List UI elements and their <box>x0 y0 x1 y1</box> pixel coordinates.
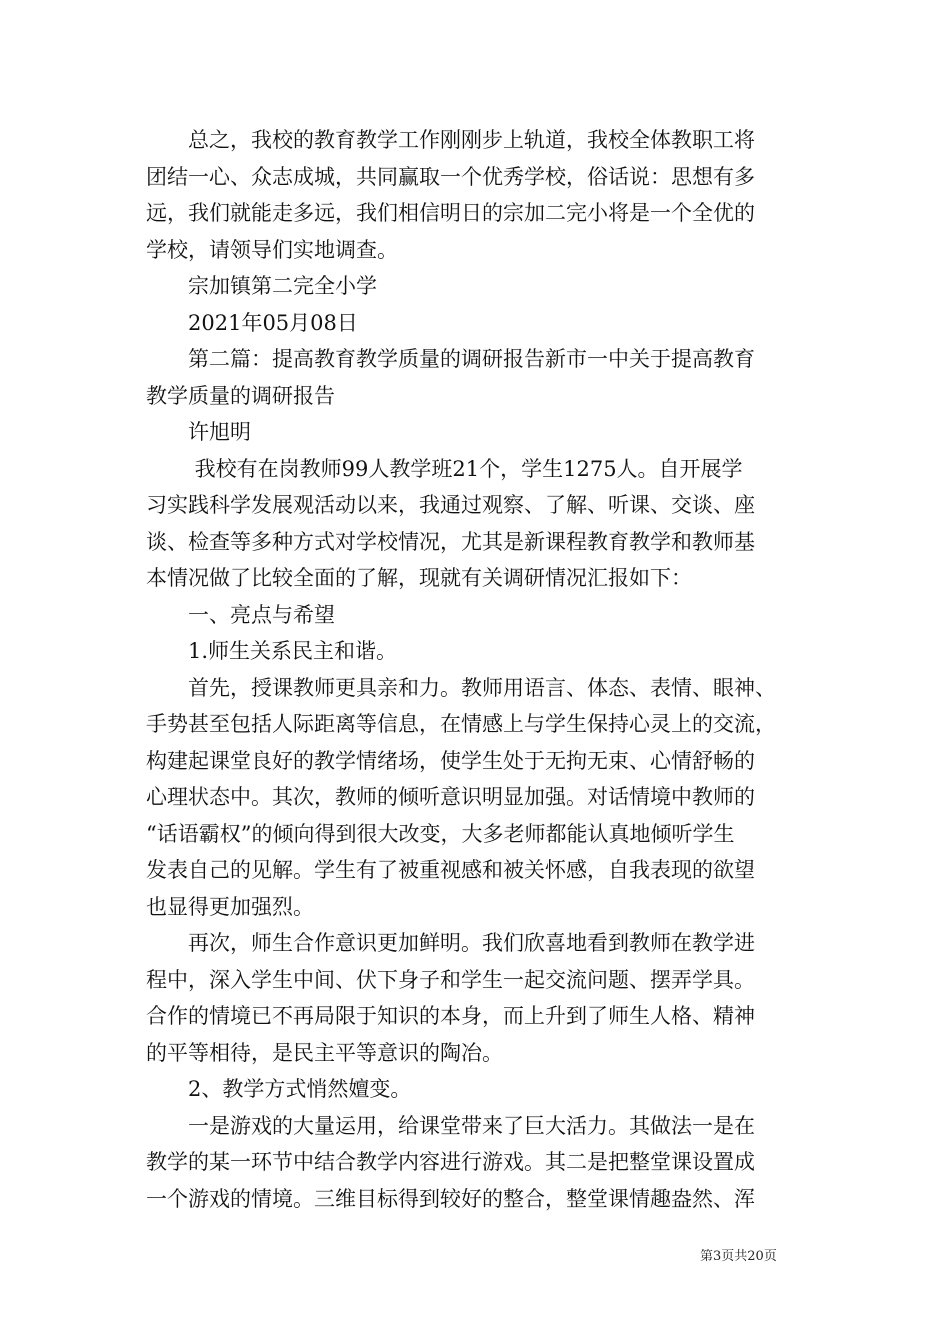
text-line: 宗加镇第二完全小学 <box>146 274 377 298</box>
text-line: 教学的某一环节中结合教学内容进行游戏。其二是把整堂课设置成 <box>146 1150 755 1174</box>
text-line: 2、教学方式悄然嬗变。 <box>146 1077 412 1101</box>
text-line: 习实践科学发展观活动以来，我通过观察、了解、听课、交谈、座 <box>146 493 755 517</box>
text-line: 的平等相待，是民主平等意识的陶冶。 <box>146 1040 503 1065</box>
text-line: 一是游戏的大量运用，给课堂带来了巨大活力。其做法一是在 <box>146 1113 755 1138</box>
text-line: 程中，深入学生中间、伏下身子和学生一起交流问题、摆弄学具。 <box>146 967 755 992</box>
text-line: 再次，师生合作意识更加鲜明。我们欣喜地看到教师在教学进 <box>146 931 755 955</box>
text-line: 首先，授课教师更具亲和力。教师用语言、体态、表情、眼神、 <box>146 675 776 700</box>
text-line: 一个游戏的情境。三维目标得到较好的整合，整堂课情趣盎然、浑 <box>146 1186 755 1211</box>
text-line: 1.师生关系民主和谐。 <box>146 639 398 663</box>
text-line: 远，我们就能走多远，我们相信明日的宗加二完小将是一个全优的 <box>146 201 755 225</box>
text-line: 2021年05月08日 <box>146 310 358 335</box>
text-line: 教学质量的调研报告 <box>146 383 335 408</box>
text-line: 心理状态中。其次，教师的倾听意识明显加强。对话情境中教师的 <box>146 785 755 809</box>
text-line: 一、亮点与希望 <box>146 602 335 627</box>
text-line: 也显得更加强烈。 <box>146 894 314 919</box>
text-line: 本情况做了比较全面的了解，现就有关调研情况汇报如下： <box>146 566 692 590</box>
page-footer: 第3页共20页 <box>700 1249 777 1264</box>
text-line: “话语霸权”的倾向得到很大改变，大多老师都能认真地倾听学生 <box>146 821 735 846</box>
text-line: 发表自己的见解。学生有了被重视感和被关怀感，自我表现的欲望 <box>146 858 755 882</box>
text-line: 许旭明 <box>146 420 251 444</box>
text-line: 学校，请领导们实地调查。 <box>146 237 398 262</box>
text-line: 合作的情境已不再局限于知识的本身，而上升到了师生人格、精神 <box>146 1004 755 1028</box>
text-line: 我校有在岗教师99人教学班21个，学生1275人。自开展学 <box>146 456 743 481</box>
text-line: 总之，我校的教育教学工作刚刚步上轨道，我校全体教职工将 <box>146 128 755 152</box>
text-line: 团结一心、众志成城，共同赢取一个优秀学校，俗话说：思想有多 <box>146 164 755 189</box>
text-line: 谈、检查等多种方式对学校情况，尤其是新课程教育教学和教师基 <box>146 529 755 554</box>
text-line: 构建起课堂良好的教学情绪场，使学生处于无拘无束、心情舒畅的 <box>146 748 755 773</box>
text-line: 第二篇：提高教育教学质量的调研报告新市一中关于提高教育 <box>146 347 755 371</box>
text-line: 手势甚至包括人际距离等信息，在情感上与学生保持心灵上的交流， <box>146 712 776 736</box>
